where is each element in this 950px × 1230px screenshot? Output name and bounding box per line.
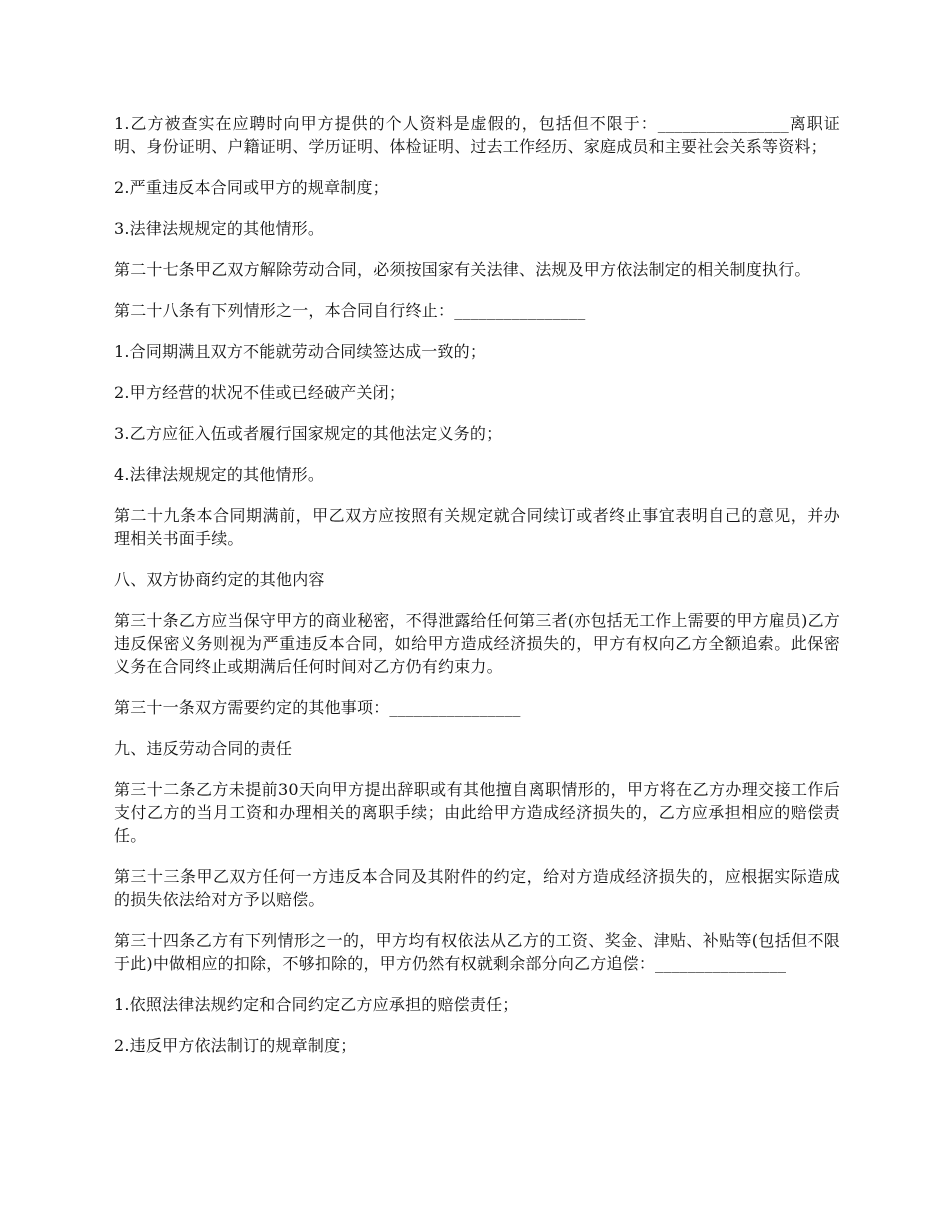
paragraph-article-29: 第二十九条本合同期满前，甲乙双方应按照有关规定就合同续订或者终止事宜表明自己的意见，并办理相关书面手续。 — [114, 506, 840, 548]
paragraph-article-28: 第二十八条有下列情形之一，本合同自行终止：________________ — [114, 301, 586, 320]
paragraph-article-34: 第三十四条乙方有下列情形之一的，甲方均有权依法从乙方的工资、奖金、津贴、补贴等(包括但不限于此)中做相应的扣除，不够扣除的，甲方仍然有权就剩余部分向乙方追偿：________________ — [114, 931, 840, 973]
paragraph-article-31: 第三十一条双方需要约定的其他事项：________________ — [114, 698, 521, 717]
paragraph-deduction-item-1: 1.依照法律法规约定和合同约定乙方应承担的赔偿责任； — [114, 995, 519, 1014]
paragraph-termination-item-4: 4.法律法规规定的其他情形。 — [114, 465, 325, 484]
paragraph-article-30: 第三十条乙方应当保守甲方的商业秘密，不得泄露给任何第三者(亦包括无工作上需要的甲方雇员)乙方违反保密义务则视为严重违反本合同，如给甲方造成经济损失的，甲方有权向乙方全额追索。此保密义务在合同终止或期满后任何时间对乙方仍有约束力。 — [114, 611, 840, 676]
paragraph-clause-item-3-other-legal: 3.法律法规规定的其他情形。 — [114, 219, 325, 238]
paragraph-termination-item-2: 2.甲方经营的状况不佳或已经破产关闭； — [114, 383, 406, 402]
paragraph-article-32: 第三十二条乙方未提前30天向甲方提出辞职或有其他擅自离职情形的，甲方将在乙方办理交接工作后支付乙方的当月工资和办理相关的离职手续；由此给甲方造成经济损失的，乙方应承担相应的赔偿责任。 — [114, 780, 840, 845]
section-heading-9: 九、违反劳动合同的责任 — [114, 739, 293, 758]
document-page — [114, 112, 840, 1075]
paragraph-termination-item-3: 3.乙方应征入伍或者履行国家规定的其他法定义务的； — [114, 424, 503, 443]
paragraph-clause-item-1-false-info: 1.乙方被查实在应聘时向甲方提供的个人资料是虚假的，包括但不限于：________________离职证明、身份证明、户籍证明、学历证明、体检证明、过去工作经历、家庭成员和主要社会关系等资料； — [114, 114, 840, 156]
paragraph-termination-item-1: 1.合同期满且双方不能就劳动合同续签达成一致的； — [114, 342, 487, 361]
section-heading-8: 八、双方协商约定的其他内容 — [114, 570, 325, 589]
paragraph-article-33: 第三十三条甲乙双方任何一方违反本合同及其附件的约定，给对方造成经济损失的，应根据实际造成的损失依法给对方予以赔偿。 — [114, 867, 840, 909]
paragraph-deduction-item-2: 2.违反甲方依法制订的规章制度； — [114, 1036, 357, 1055]
paragraph-clause-item-2-serious-violation: 2.严重违反本合同或甲方的规章制度； — [114, 178, 389, 197]
paragraph-article-27: 第二十七条甲乙双方解除劳动合同，必须按国家有关法律、法规及甲方依法制定的相关制度执行。 — [114, 260, 811, 279]
